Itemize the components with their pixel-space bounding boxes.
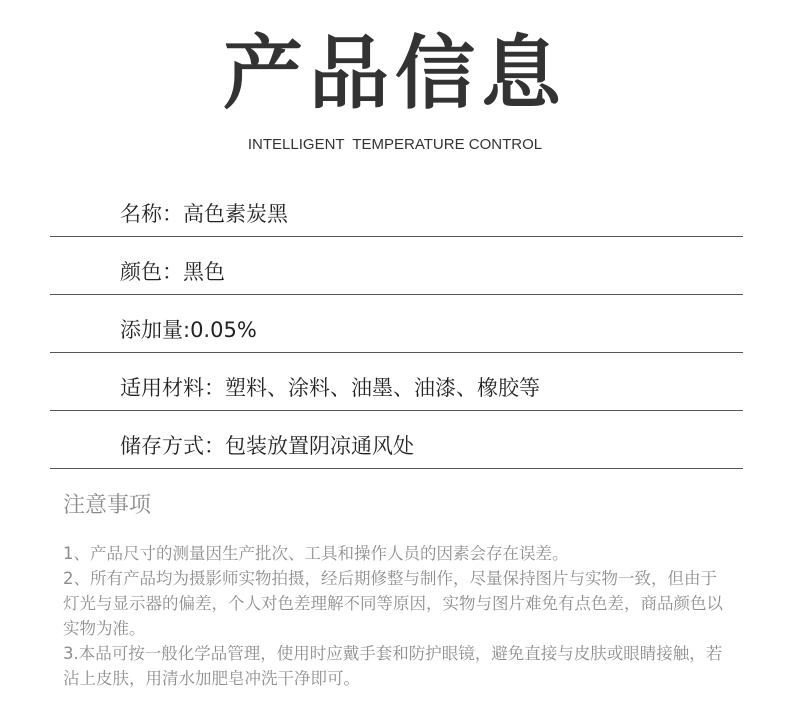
- info-row-storage: [50, 412, 743, 469]
- page-subtitle: INTELLIGENT TEMPERATURE CONTROL: [247, 136, 543, 153]
- info-row-name: [50, 180, 743, 237]
- page-title: 产品信息: [223, 27, 567, 120]
- info-row-dosage-text: 添加量:0.05%: [120, 318, 257, 342]
- info-row-applications: [50, 354, 743, 411]
- note-item-3: 3.本品可按一般化学品管理，使用时应戴手套和防护眼镜，避免直接与皮肤或眼睛接触，若沾上皮肤，用清水加肥皂冲洗干净即可。: [63, 644, 723, 688]
- info-row-color-text: 颜色：黑色: [120, 260, 225, 284]
- note-item-1: 1、产品尺寸的测量因生产批次、工具和操作人员的因素会存在误差。: [63, 544, 569, 563]
- product-info-list: [50, 180, 743, 469]
- info-row-applications-text: 适用材料：塑料、涂料、油墨、油漆、橡胶等: [120, 376, 540, 400]
- note-item-2: 2、所有产品均为摄影师实物拍摄，经后期修整与制作，尽量保持图片与实物一致，但由于灯光与显示器的偏差，个人对色差理解不同等原因，实物与图片难免有点色差，商品颜色以实物为准。: [63, 569, 723, 638]
- info-row-dosage: [50, 296, 743, 353]
- info-row-color: [50, 238, 743, 295]
- notes-heading: 注意事项: [63, 493, 152, 518]
- info-row-name-text: 名称：高色素炭黑: [120, 202, 288, 226]
- notes-list: [63, 541, 733, 691]
- info-row-storage-text: 储存方式：包装放置阴凉通风处: [120, 434, 414, 458]
